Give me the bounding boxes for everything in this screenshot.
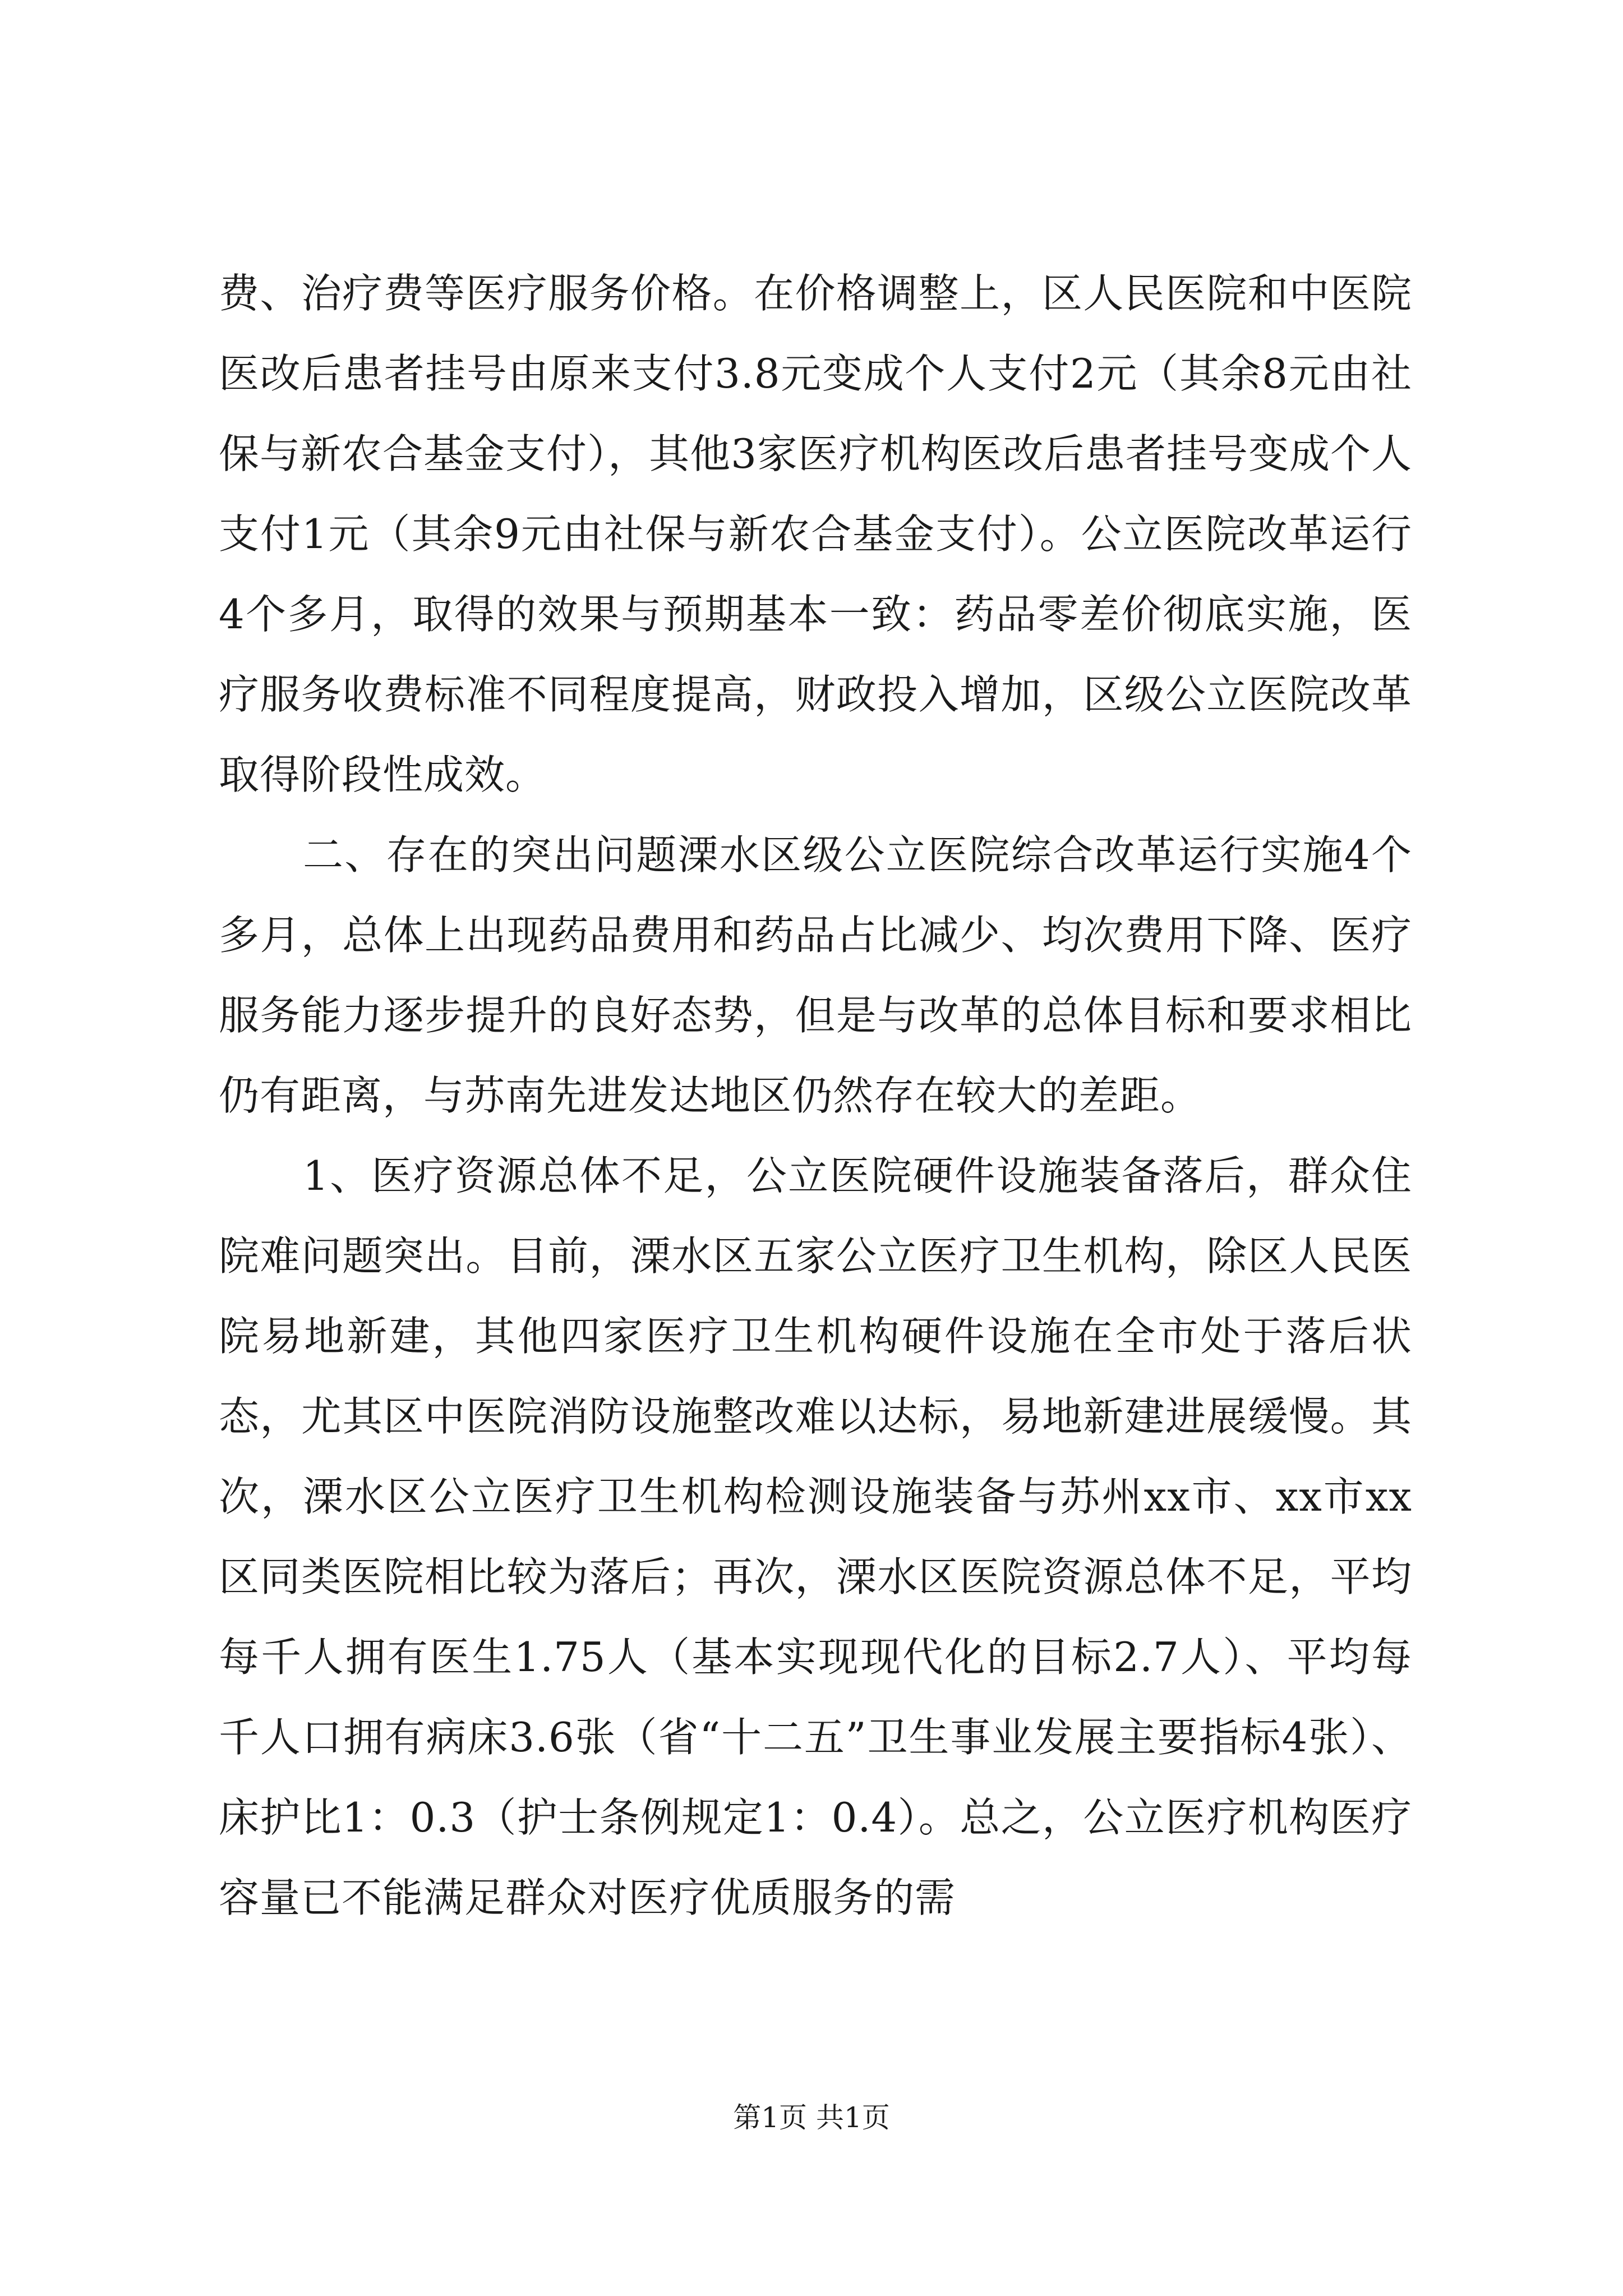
document-body [219,254,1412,1938]
paragraph-price-adjustment: 费、治疗费等医疗服务价格。在价格调整上，区人民医院和中医院医改后患者挂号由原来支付3.8元变成个人支付2元（其余8元由社保与新农合基金支付），其他3家医疗机构医改后患者挂号变成个人支付1元（其余9元由社保与新农合基金支付）。公立医院改革运行4个多月，取得的效果与预期基本一致：药品零差价彻底实施，医疗服务收费标准不同程度提高，财政投入增加，区级公立医院改革取得阶段性成效。 [219,270,1412,798]
paragraph-medical-resources: 1、医疗资源总体不足，公立医院硬件设施装备落后，群众住院难问题突出。目前，溧水区五家公立医疗卫生机构，除区人民医院易地新建，其他四家医疗卫生机构硬件设施在全市处于落后状态，尤其区中医院消防设施整改难以达标，易地新建进展缓慢。其次，溧水区公立医疗卫生机构检测设施装备与苏州xx市、xx市xx区同类医院相比较为落后；再次，溧水区医院资源总体不足，平均每千人拥有医生1.75人（基本实现现代化的目标2.7人）、平均每千人口拥有病床3.6张（省“十二五”卫生事业发展主要指标4张）、床护比1：0.3（护士条例规定1：0.4）。总之，公立医疗机构医疗容量已不能满足群众对医疗优质服务的需 [219,1152,1412,1921]
page-footer: 第1页 共1页 [733,2101,890,2134]
paragraph-outstanding-problems: 二、存在的突出问题溧水区级公立医院综合改革运行实施4个多月，总体上出现药品费用和药品占比减少、均次费用下降、医疗服务能力逐步提升的良好态势，但是与改革的总体目标和要求相比仍有距离，与苏南先进发达地区仍然存在较大的差距。 [219,831,1412,1119]
